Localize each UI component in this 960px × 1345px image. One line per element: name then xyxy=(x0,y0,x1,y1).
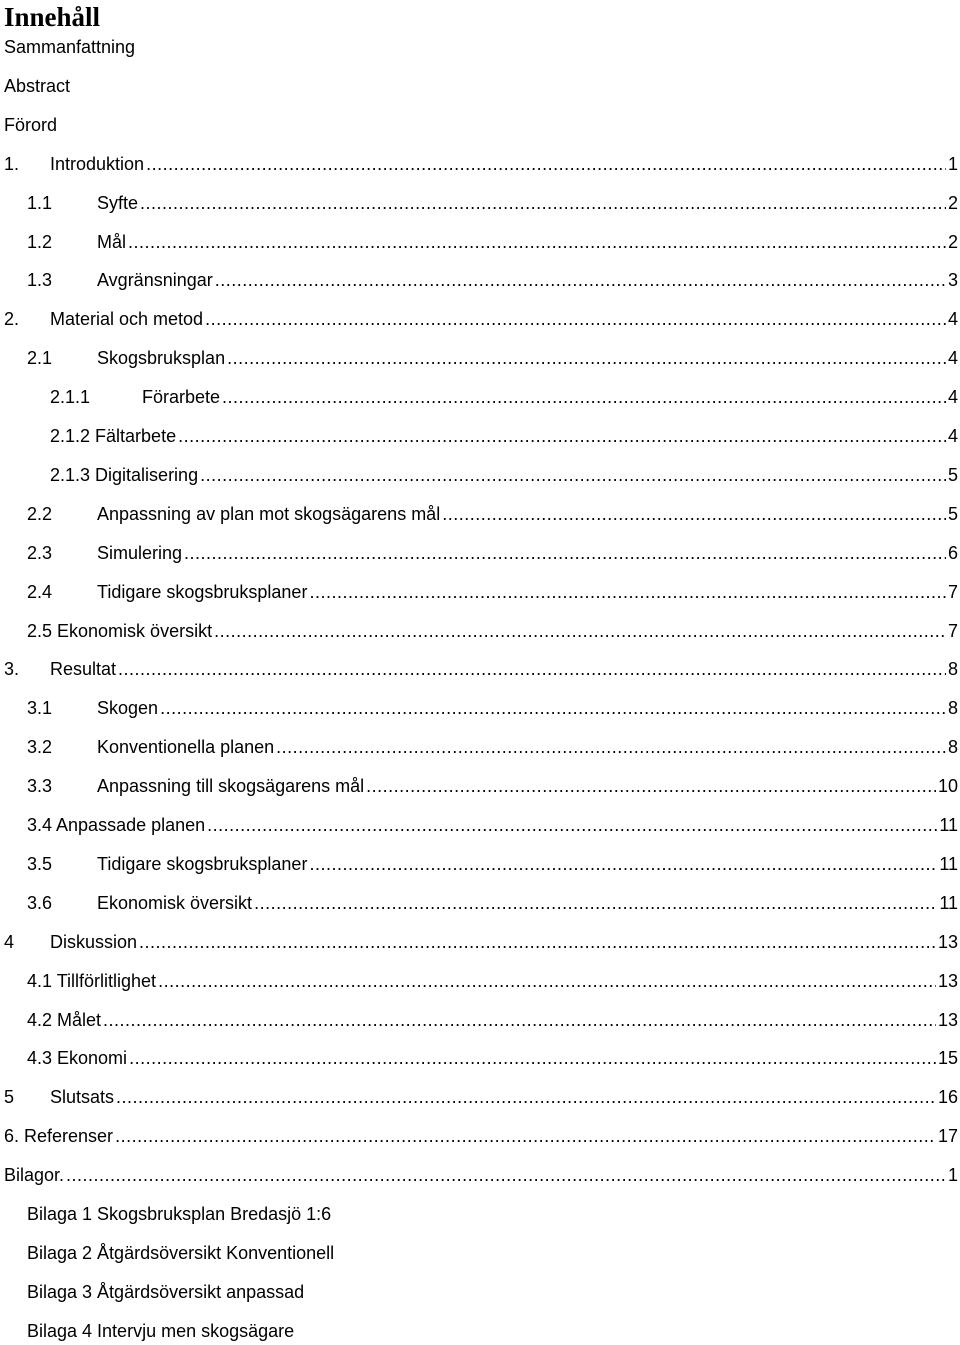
toc-entry-label: Bilagor. xyxy=(4,1165,65,1186)
toc-entry[interactable] xyxy=(4,1123,958,1149)
toc-entry[interactable] xyxy=(27,968,958,994)
toc-entry-page-number: 5 xyxy=(947,503,958,524)
toc-entry-label: Förarbete xyxy=(142,387,221,408)
toc-entry-page-number: 2 xyxy=(947,192,958,213)
toc-entry-label: 2.1.3 Digitalisering xyxy=(50,464,199,485)
toc-entry-page-number: 1 xyxy=(947,153,958,174)
toc-dot-leader xyxy=(254,890,937,916)
toc-entry-label: 2.5 Ekonomisk översikt xyxy=(27,620,213,641)
toc-entry-page-number: 11 xyxy=(939,815,958,835)
toc-entry-label: Skogsbruksplan xyxy=(97,348,226,369)
toc-dot-leader xyxy=(116,1084,936,1110)
toc-entry-page-number: 15 xyxy=(937,1048,958,1069)
toc-entry-label: Bilaga 4 Intervju men skogsägare xyxy=(27,1320,295,1341)
toc-entry[interactable] xyxy=(4,1162,958,1188)
toc-entry-label: Introduktion xyxy=(50,153,145,174)
toc-entry[interactable] xyxy=(27,1240,334,1266)
toc-entry-page-number: 13 xyxy=(937,970,958,991)
toc-entry-number: 3.3 xyxy=(27,776,53,797)
toc-entry[interactable] xyxy=(27,1045,958,1071)
toc-dot-leader xyxy=(140,190,946,216)
toc-dot-leader xyxy=(227,345,946,371)
toc-entry-label: Sammanfattning xyxy=(4,37,136,57)
toc-dot-leader xyxy=(128,229,946,255)
toc-dot-leader xyxy=(309,579,946,605)
toc-entry-number: 4 xyxy=(4,931,15,952)
toc-dot-leader xyxy=(139,929,936,955)
toc-entry-label: Konventionella planen xyxy=(97,737,275,758)
toc-entry-label: Skogen xyxy=(97,698,159,719)
toc-dot-leader xyxy=(118,656,946,682)
toc-dot-leader xyxy=(178,423,946,449)
toc-title: Innehåll xyxy=(4,2,101,32)
toc-entry-page-number: 4 xyxy=(947,387,958,408)
toc-dot-leader xyxy=(222,384,946,410)
toc-dot-leader xyxy=(442,501,946,527)
toc-dot-leader xyxy=(129,1045,936,1071)
toc-entry-label: 4.2 Målet xyxy=(27,1009,102,1030)
toc-entry[interactable] xyxy=(50,423,958,449)
toc-entry-label: Tidigare skogsbruksplaner xyxy=(97,581,308,602)
toc-dot-leader xyxy=(214,618,946,644)
toc-entry-page-number: 13 xyxy=(937,931,958,952)
toc-entry[interactable] xyxy=(4,112,57,138)
toc-entry-number: 2.3 xyxy=(27,542,53,563)
toc-entry-number: 3.2 xyxy=(27,737,53,758)
toc-entry-label: Syfte xyxy=(97,192,139,213)
toc-entry-number: 3. xyxy=(4,659,20,680)
toc-dot-leader xyxy=(146,151,946,177)
toc-entry-label: Diskussion xyxy=(50,931,138,952)
toc-entry-page-number: 8 xyxy=(947,737,958,758)
toc-entry-label: Förord xyxy=(4,114,58,135)
toc-dot-leader xyxy=(276,734,946,760)
toc-entry-number: 2. xyxy=(4,309,20,330)
toc-entry-label: Simulering xyxy=(97,542,183,563)
toc-entry[interactable] xyxy=(4,151,958,177)
toc-entry-page-number: 2 xyxy=(947,231,958,252)
toc-entry-page-number: 16 xyxy=(937,1087,958,1108)
toc-entry[interactable] xyxy=(27,695,958,721)
toc-entry[interactable] xyxy=(27,579,958,605)
toc-entry[interactable] xyxy=(27,267,958,293)
toc-entry[interactable] xyxy=(27,734,958,760)
toc-entry[interactable] xyxy=(4,929,958,955)
toc-entry[interactable] xyxy=(27,1007,958,1033)
toc-entry-number: 2.4 xyxy=(27,581,53,602)
toc-entry-number: 3.6 xyxy=(27,892,53,913)
toc-entry[interactable] xyxy=(27,1279,304,1305)
toc-entry-page-number: 17 xyxy=(937,1126,958,1147)
toc-entry-label: Bilaga 1 Skogsbruksplan Bredasjö 1:6 xyxy=(27,1204,332,1224)
toc-dot-leader xyxy=(200,462,946,488)
toc-dot-leader xyxy=(66,1162,946,1188)
toc-entry-page-number: 1 xyxy=(947,1165,958,1186)
toc-dot-leader xyxy=(215,267,946,293)
toc-entry-label: Material och metod xyxy=(50,309,204,330)
toc-entry-page-number: 7 xyxy=(947,581,958,602)
toc-dot-leader xyxy=(366,773,936,799)
toc-entry-label: 4.3 Ekonomi xyxy=(27,1048,128,1069)
toc-entry-number: 1.2 xyxy=(27,231,53,252)
toc-entry[interactable] xyxy=(4,34,135,60)
toc-entry-page-number: 4 xyxy=(947,348,958,369)
toc-entry[interactable] xyxy=(27,540,958,566)
toc-entry[interactable] xyxy=(27,1318,294,1344)
toc-entry-label: 2.1.2 Fältarbete xyxy=(50,426,177,446)
toc-entry[interactable] xyxy=(4,656,958,682)
toc-entry-page-number: 13 xyxy=(937,1009,958,1030)
toc-entry-number: 1. xyxy=(4,153,20,174)
toc-entry[interactable] xyxy=(27,501,958,527)
toc-entry[interactable] xyxy=(50,462,958,488)
toc-entry-number: 1.1 xyxy=(27,192,53,213)
toc-entry-page-number: 5 xyxy=(947,464,958,485)
toc-entry-label: Anpassning av plan mot skogsägarens mål xyxy=(97,503,441,524)
toc-dot-leader xyxy=(309,851,937,877)
toc-entry[interactable] xyxy=(4,73,70,99)
toc-entry-page-number: 10 xyxy=(937,776,958,797)
toc-entry-number: 5 xyxy=(4,1087,15,1108)
toc-dot-leader xyxy=(103,1007,936,1033)
toc-entry-label: Ekonomisk översikt xyxy=(97,892,253,913)
toc-entry[interactable] xyxy=(4,306,958,332)
toc-dot-leader xyxy=(160,695,946,721)
toc-entry-label: 4.1 Tillförlitlighet xyxy=(27,970,157,991)
toc-entry-label: Bilaga 3 Åtgärdsöversikt anpassad xyxy=(27,1281,305,1302)
toc-entry[interactable] xyxy=(27,618,958,644)
toc-entry[interactable] xyxy=(27,773,958,799)
toc-entry[interactable] xyxy=(27,190,958,216)
toc-entry[interactable] xyxy=(27,890,958,916)
toc-entry-page-number: 4 xyxy=(947,426,958,446)
toc-entry[interactable] xyxy=(27,345,958,371)
toc-entry-label: Resultat xyxy=(50,659,117,680)
toc-entry-page-number: 6 xyxy=(947,542,958,563)
toc-entry-number: 2.1.1 xyxy=(50,387,91,408)
toc-entry-label: Bilaga 2 Åtgärdsöversikt Konventionell xyxy=(27,1242,335,1263)
toc-entry-number: 1.3 xyxy=(27,270,53,291)
toc-entry[interactable] xyxy=(4,1084,958,1110)
toc-entry[interactable] xyxy=(27,851,958,877)
toc-entry[interactable] xyxy=(27,812,958,838)
toc-entry-label: Avgränsningar xyxy=(97,270,213,291)
toc-entry-page-number: 11 xyxy=(939,892,958,913)
toc-dot-leader xyxy=(158,968,936,994)
toc-entry[interactable] xyxy=(50,384,958,410)
toc-entry-label: Mål xyxy=(97,231,127,252)
toc-dot-leader xyxy=(207,812,937,838)
toc-entry-label: Abstract xyxy=(4,75,71,96)
toc-entry-label: Tidigare skogsbruksplaner xyxy=(97,853,308,874)
toc-entry-page-number: 4 xyxy=(947,309,958,330)
toc-entry[interactable] xyxy=(27,229,958,255)
toc-entry-page-number: 8 xyxy=(947,698,958,719)
toc-entry-number: 3.5 xyxy=(27,853,53,874)
toc-entry-label: Slutsats xyxy=(50,1087,115,1108)
toc-dot-leader xyxy=(205,306,946,332)
toc-entry-page-number: 8 xyxy=(947,659,958,680)
toc-entry-page-number: 7 xyxy=(947,620,958,641)
toc-entry-number: 2.2 xyxy=(27,503,53,524)
toc-entry-label: 3.4 Anpassade planen xyxy=(27,815,206,835)
toc-entry[interactable] xyxy=(27,1201,331,1227)
toc-dot-leader xyxy=(115,1123,936,1149)
toc-entry-number: 2.1 xyxy=(27,348,53,369)
toc-entry-number: 3.1 xyxy=(27,698,53,719)
toc-entry-page-number: 3 xyxy=(947,270,958,291)
toc-entry-page-number: 11 xyxy=(939,853,958,874)
toc-entry-label: 6. Referenser xyxy=(4,1126,114,1147)
toc-entry-label: Anpassning till skogsägarens mål xyxy=(97,776,365,797)
toc-dot-leader xyxy=(184,540,946,566)
